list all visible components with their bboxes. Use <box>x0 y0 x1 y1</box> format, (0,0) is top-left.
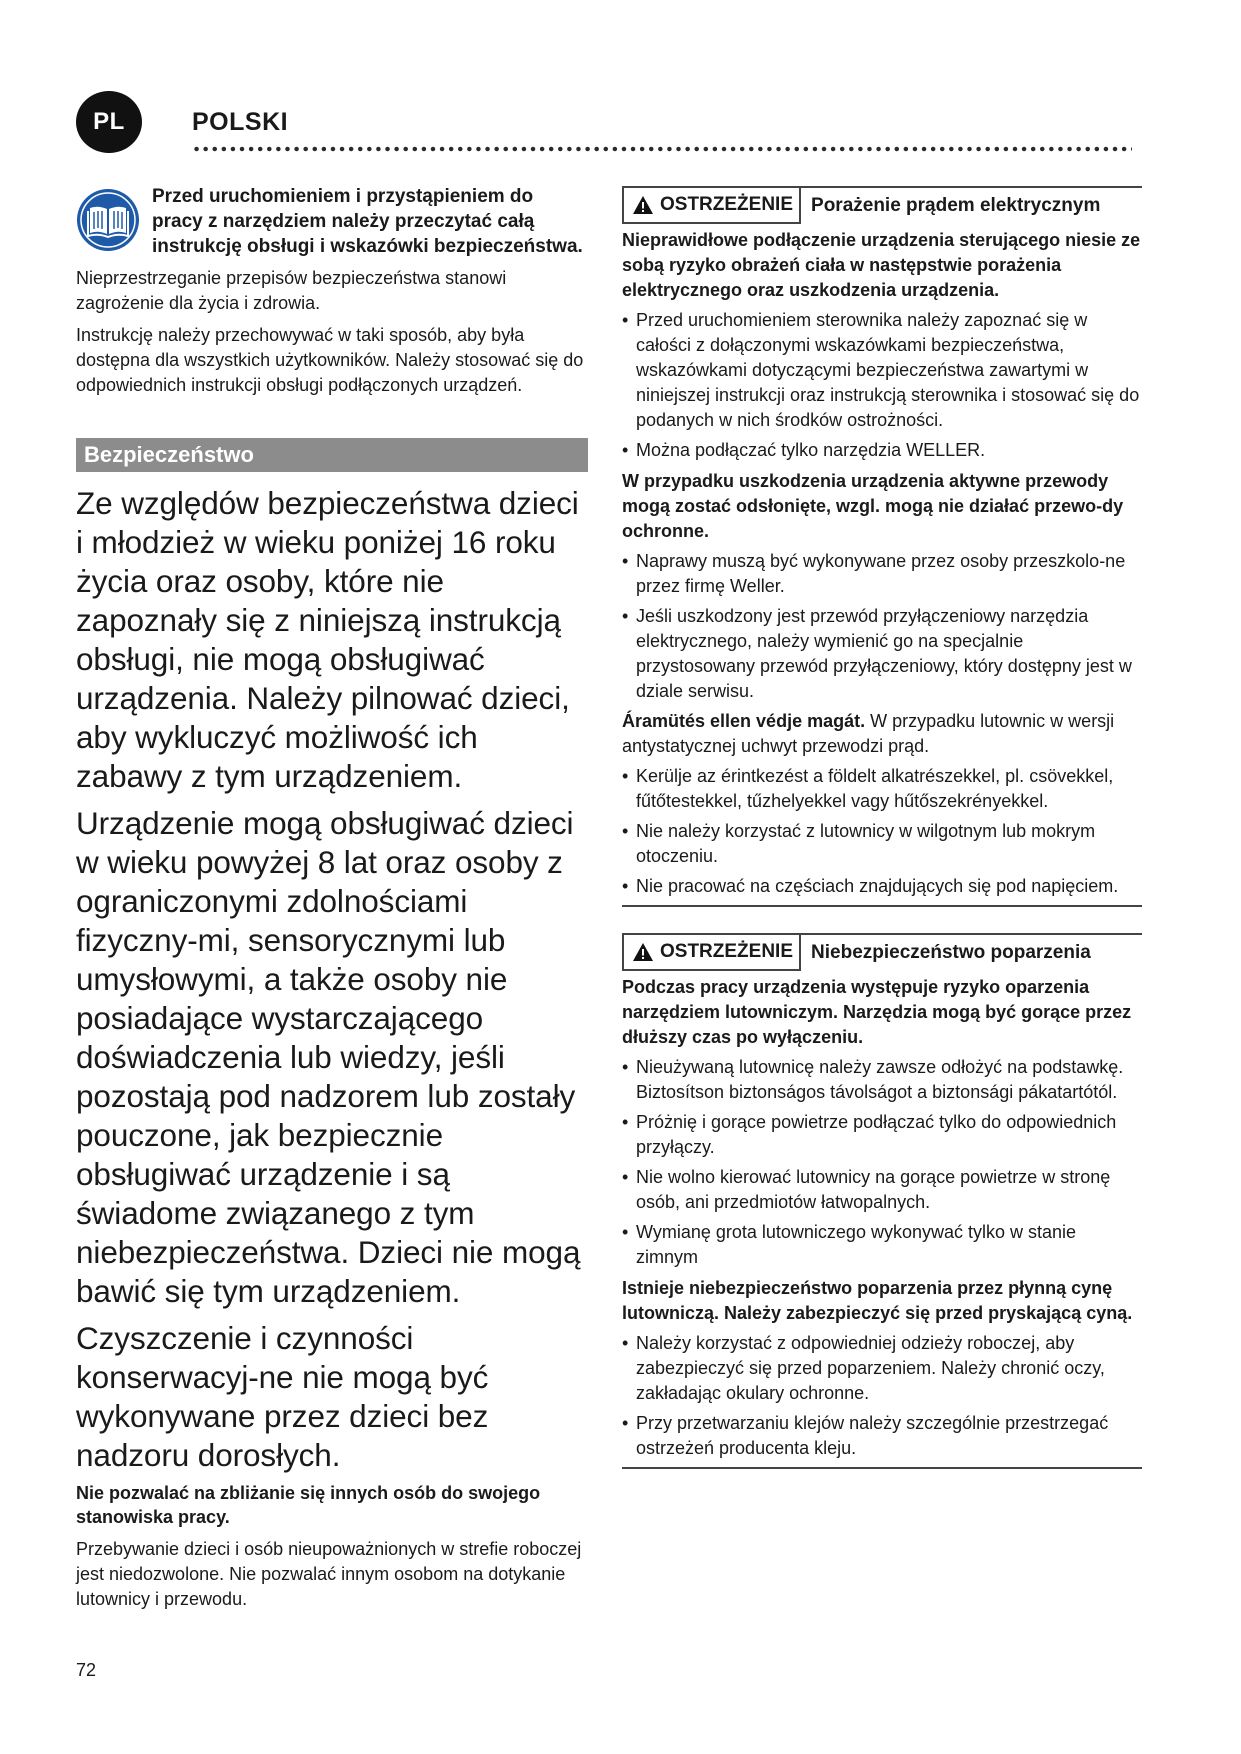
storage-paragraph: Instrukcję należy przechowywać w taki sposób, aby była dostępna dla wszystkich użytkowników. Należy stosować się do odpowiednich instrukcji obsługi podłączonych urządzeń. <box>76 325 584 395</box>
list-item: • Nie pracować na częściach znajdujących się pod napięciem. <box>622 874 1142 899</box>
right-column <box>622 186 1142 1469</box>
language-title: POLSKI <box>192 108 289 136</box>
antistatic-paragraph <box>622 709 1142 759</box>
warning-list <box>622 764 1142 899</box>
warning-tag-label: OSTRZEŻENIE <box>660 194 794 215</box>
warning-header <box>622 933 1142 971</box>
warning-bold-text: Nieprawidłowe podłączenie urządzenia sterującego niesie ze sobą ryzyko obrażeń ciała w następstwie porażenia elektrycznego oraz uszkodzenia urządzenia. <box>622 230 1141 300</box>
list-item: • Nieużywaną lutownicę należy zawsze odłożyć na podstawkę. Biztosítson biztonságos távolságot a biztonsági pákatartótól. <box>622 1055 1142 1105</box>
list-item: • Kerülje az érintkezést a földelt alkatrészekkel, pl. csövekkel, fűtőtestekkel, tűzhelyekkel vagy hűtőszekrényekkel. <box>622 764 1142 814</box>
warning-list <box>622 308 1142 463</box>
warning-burn-hazard <box>622 933 1142 1469</box>
warning-bold-text: Istnieje niebezpieczeństwo poparzenia przez płynną cynę lutowniczą. Należy zabezpieczyć się przed pryskającą cyną. <box>622 1278 1133 1323</box>
warning-list <box>622 1055 1142 1270</box>
warning-header <box>622 186 1142 224</box>
warning-tag <box>622 935 801 971</box>
list-item: • Należy korzystać z odpowiedniej odzieży roboczej, aby zabezpieczyć się przed poparzeniem. Należy chronić oczy, zakładając okulary ochronne. <box>622 1331 1142 1406</box>
warning-triangle-icon <box>632 942 654 962</box>
workplace-paragraph: Przebywanie dzieci i osób nieupoważnionych w strefie roboczej jest niedozwolone. Nie pozwalać innym osobom na dotykanie lutownicy i przewodu. <box>76 1539 582 1609</box>
list-item: • Przed uruchomieniem sterownika należy zapoznać się w całości z dołączonymi wskazówkami bezpieczeństwa, wskazówkami dotyczącymi bezpieczeństwa zawartymi w niniejszej instrukcji oraz instrukcją sterownika i stosować się do podanych w nich środków ostrożności. <box>622 308 1142 433</box>
list-item: • Przy przetwarzaniu klejów należy szczególnie przestrzegać ostrzeżeń producenta kleju. <box>622 1411 1142 1461</box>
section-heading-safety: Bezpieczeństwo <box>76 438 588 472</box>
antistatic-text: W przypadku lutownic w wersji antystatycznej uchwyt przewodzi prąd. <box>622 711 1115 756</box>
safety-warning-paragraph: Nieprzestrzeganie przepisów bezpieczeństwa stanowi zagrożenie dla życia i zdrowia. <box>76 268 507 313</box>
warning-title: Niebezpieczeństwo poparzenia <box>811 942 1091 963</box>
list-item: • Można podłączać tylko narzędzia WELLER. <box>622 438 1142 463</box>
warning-title: Porażenie prądem elektrycznym <box>811 195 1101 216</box>
warning-electric-shock <box>622 186 1142 907</box>
list-item: • Wymianę grota lutowniczego wykonywać tylko w stanie zimnym <box>622 1220 1142 1270</box>
cleaning-restriction-text: Czyszczenie i czynności konserwacyj-ne nie mogą być wykonywane przez dzieci bez nadzoru dorosłych. <box>76 1320 489 1473</box>
warning-list <box>622 549 1142 704</box>
dotted-divider <box>192 146 1132 152</box>
language-badge: PL <box>76 91 142 153</box>
warning-tag-label: OSTRZEŻENIE <box>660 941 794 962</box>
supervised-use-text: Urządzenie mogą obsługiwać dzieci w wieku powyżej 8 lat oraz osoby z ograniczonymi zdolnościami fizyczny-mi, sensorycznymi lub umysłowymi, a także osoby nie posiadające wystarczającego doświadczenia lub wiedzy, jeśli pozostają pod nadzorem lub zostały pouczone, jak bezpiecznie obsługiwać urządzenie i są świadome związanego z tym niebezpieczeństwa. Dzieci nie mogą bawić się tym urządzeniem. <box>76 805 581 1309</box>
list-item: • Nie wolno kierować lutownicy na gorące powietrze w stronę osób, ani przedmiotów łatwopalnych. <box>622 1165 1142 1215</box>
antistatic-bold: Áramütés ellen védje magát. <box>622 711 866 731</box>
list-item: • Naprawy muszą być wykonywane przez osoby przeszkolo-ne przez firmę Weller. <box>622 549 1142 599</box>
warning-tag <box>622 188 801 224</box>
left-column <box>76 184 588 1612</box>
intro-block <box>76 184 588 259</box>
workplace-bold-note: Nie pozwalać na zbliżanie się innych osób do swojego stanowiska pracy. <box>76 1483 541 1527</box>
warning-list <box>622 1331 1142 1461</box>
list-item: • Jeśli uszkodzony jest przewód przyłączeniowy narzędzia elektrycznego, należy wymienić go na specjalnie przystosowany przewód przyłączeniowy, który dostępny jest w dziale serwisu. <box>622 604 1142 704</box>
list-item: • Nie należy korzystać z lutownicy w wilgotnym lub mokrym otoczeniu. <box>622 819 1142 869</box>
intro-bold-text: Przed uruchomieniem i przystąpieniem do pracy z narzędziem należy przeczytać całą instrukcję obsługi i wskazówki bezpieczeństwa. <box>152 186 583 257</box>
warning-triangle-icon <box>632 195 654 215</box>
read-manual-icon <box>76 188 140 252</box>
warning-bold-text: W przypadku uszkodzenia urządzenia aktywne przewody mogą zostać odsłonięte, wzgl. mogą nie działać przewo-dy ochronne. <box>622 471 1124 541</box>
children-restriction-text: Ze względów bezpieczeństwa dzieci i młodzież w wieku poniżej 16 roku życia oraz osoby, które nie zapoznały się z niniejszą instrukcją obsługi, nie mogą obsługiwać urządzenia. Należy pilnować dzieci, aby wykluczyć możliwość ich zabawy z tym urządzeniem. <box>76 485 579 794</box>
warning-bold-text: Podczas pracy urządzenia występuje ryzyko oparzenia narzędziem lutowniczym. Narzędzia mogą być gorące przez dłuższy czas po wyłączeniu. <box>622 977 1132 1047</box>
page-header <box>0 0 1241 160</box>
page-number: 72 <box>76 1660 97 1680</box>
list-item: • Próżnię i gorące powietrze podłączać tylko do odpowiednich przyłączy. <box>622 1110 1142 1160</box>
